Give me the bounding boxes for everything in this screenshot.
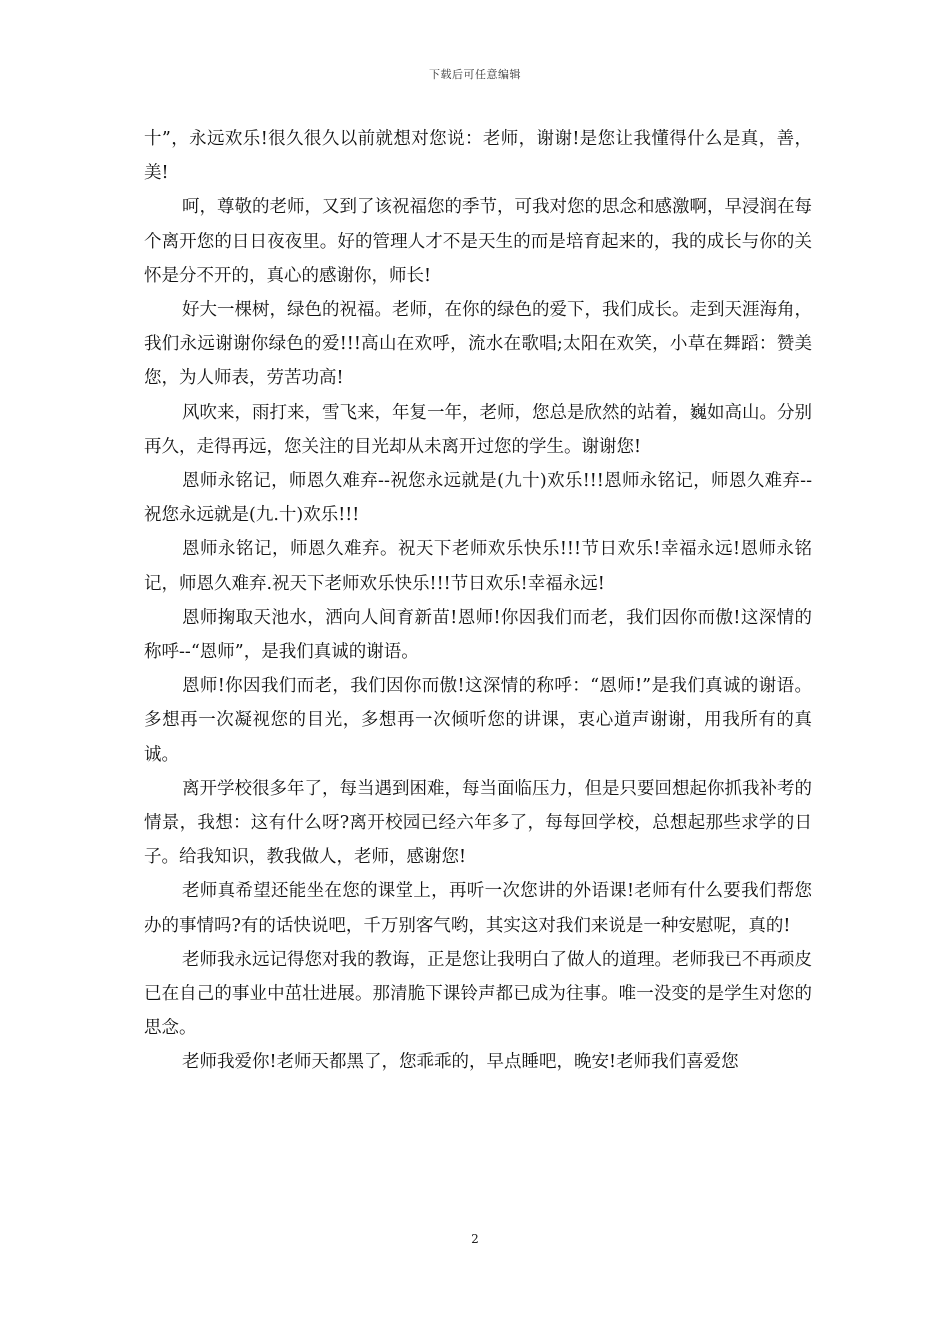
paragraph: 呵，尊敬的老师，又到了该祝福您的季节，可我对您的思念和感激啊，早浸润在每个离开您的日日夜夜里。好的管理人才不是天生的而是培育起来的，我的成长与你的关怀是分不开的，真心的感谢你，师长!	[144, 197, 812, 286]
document-body	[144, 122, 812, 1080]
paragraph: 风吹来，雨打来，雪飞来，年复一年，老师，您总是欣然的站着，巍如高山。分别再久，走得再远，您关注的目光却从未离开过您的学生。谢谢您!	[144, 402, 812, 457]
page-number: 2	[471, 1232, 479, 1246]
paragraph: 老师我爱你!老师天都黑了，您乖乖的，早点睡吧，晚安!老师我们喜爱您	[182, 1052, 739, 1073]
paragraph: 离开学校很多年了，每当遇到困难，每当面临压力，但是只要回想起你抓我补考的情景，我想：这有什么呀?离开校园已经六年多了，每每回学校，总想起那些求学的日子。给我知识，教我做人，老师，感谢您!	[144, 778, 812, 868]
paragraph: 恩师永铭记，师恩久难弃--祝您永远就是(九十)欢乐!!!恩师永铭记，师恩久难弃--祝您永远就是(九.十)欢乐!!!	[144, 471, 812, 526]
page-header: 下载后可任意编辑	[429, 68, 521, 81]
paragraph: 恩师!你因我们而老，我们因你而傲!这深情的称呼：“恩师!”是我们真诚的谢语。多想再一次凝视您的目光，多想再一次倾听您的讲课，衷心道声谢谢，用我所有的真诚。	[144, 676, 812, 765]
paragraph: 老师真希望还能坐在您的课堂上，再听一次您讲的外语课!老师有什么要我们帮您办的事情吗?有的话快说吧，千万别客气哟，其实这对我们来说是一种安慰呢，真的!	[144, 881, 812, 936]
paragraph: 恩师永铭记，师恩久难弃。祝天下老师欢乐快乐!!!节日欢乐!幸福永远!恩师永铭记，师恩久难弃.祝天下老师欢乐快乐!!!节日欢乐!幸福永远!	[144, 539, 812, 594]
paragraph: 好大一棵树，绿色的祝福。老师，在你的绿色的爱下，我们成长。走到天涯海角，我们永远谢谢你绿色的爱!!!高山在欢呼，流水在歌唱;太阳在欢笑，小草在舞蹈：赞美您，为人师表，劳苦功高!	[144, 300, 812, 389]
paragraph: 老师我永远记得您对我的教诲，正是您让我明白了做人的道理。老师我已不再顽皮已在自己的事业中茁壮进展。那清脆下课铃声都已成为往事。唯一没变的是学生对您的思念。	[144, 949, 812, 1039]
paragraph: 恩师掬取天池水，洒向人间育新苗!恩师!你因我们而老，我们因你而傲!这深情的称呼--“恩师”，是我们真诚的谢语。	[144, 607, 812, 663]
paragraph: 十”，永远欢乐!很久很久以前就想对您说：老师，谢谢!是您让我懂得什么是真，善，美!	[144, 129, 812, 184]
